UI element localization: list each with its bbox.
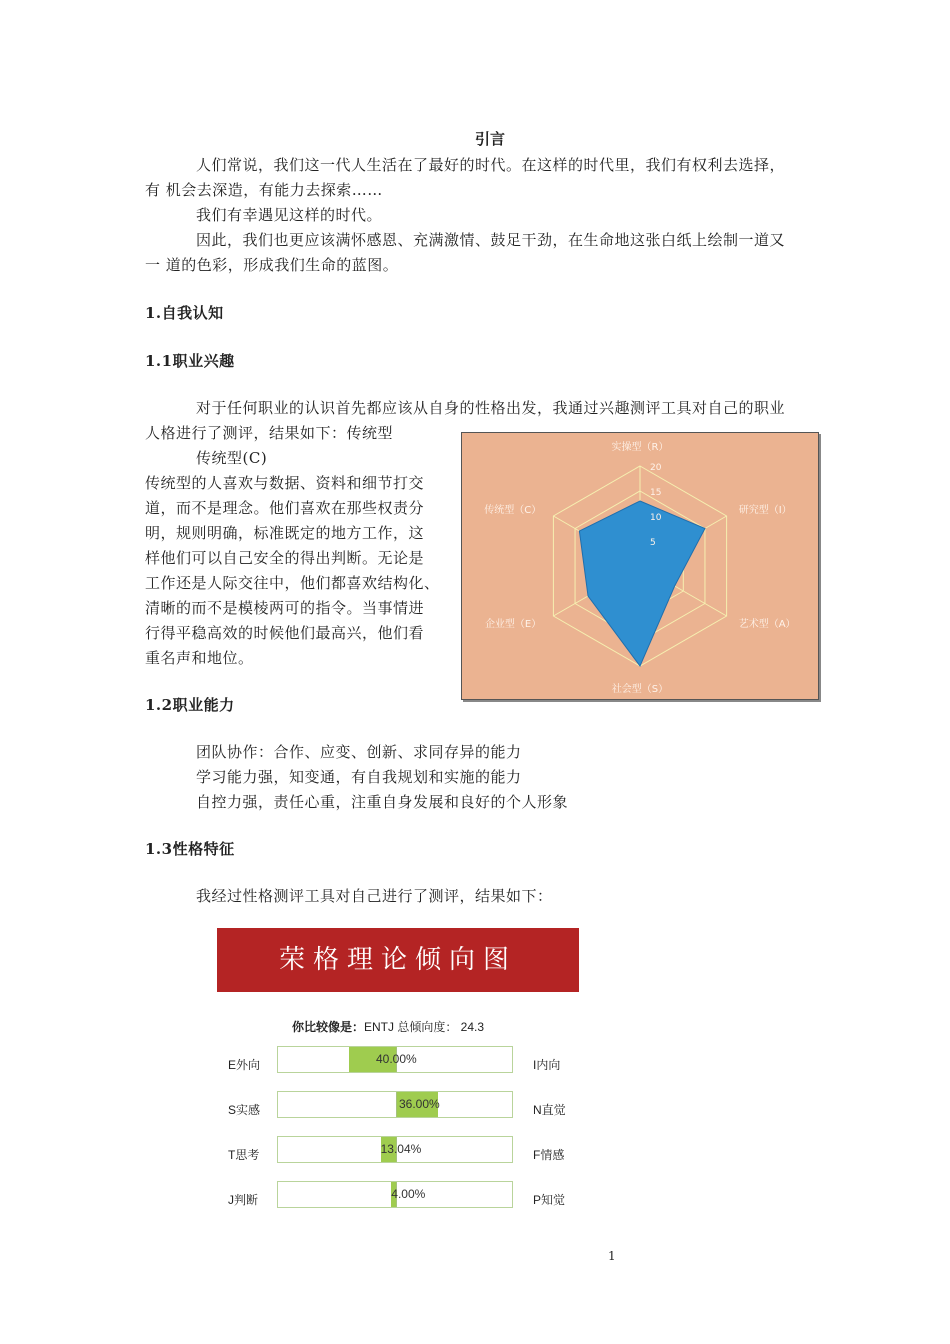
jung-bar-value: 13.04% — [380, 1142, 422, 1156]
radar-tick-label: 15 — [650, 488, 662, 498]
jung-summary-value: ENTJ 总倾向度： 24.3 — [364, 1020, 485, 1034]
jung-bar — [277, 1136, 513, 1163]
type-description-line: 重名声和地位。 — [145, 649, 254, 667]
jung-bar — [277, 1046, 513, 1073]
jung-left-label: J判断 — [228, 1193, 259, 1207]
jung-right-label: N直觉 — [533, 1103, 566, 1117]
intro-paragraph-3-line-1: 因此，我们也更应该满怀感恩、充满激情、鼓足干劲，在生命地这张白纸上绘制一道又 — [196, 231, 786, 249]
radar-svg — [462, 433, 818, 699]
ability-item: 学习能力强，知变通，有自我规划和实施的能力 — [196, 768, 522, 786]
personality-paragraph: 我经过性格测评工具对自己进行了测评，结果如下： — [196, 887, 553, 905]
page-title: 引言 — [474, 130, 505, 148]
radar-axis-label: 实操型（R） — [611, 442, 669, 453]
jung-right-label: P知觉 — [533, 1193, 566, 1207]
jung-chart-title: 荣格理论倾向图 — [217, 928, 579, 992]
jung-left-label: S实感 — [228, 1103, 261, 1117]
interest-paragraph-line-2: 人格进行了测评，结果如下：传统型 — [145, 424, 394, 442]
jung-left-label: T思考 — [228, 1148, 260, 1162]
section-heading-personality: 1.3性格特征 — [145, 840, 235, 858]
type-description-line: 明，规则明确，标准既定的地方工作，这 — [145, 524, 425, 542]
jung-bar-value: 36.00% — [399, 1097, 440, 1111]
radar-axis-label: 艺术型（A） — [738, 619, 796, 630]
ability-item: 团队协作：合作、应变、创新、求同存异的能力 — [196, 743, 522, 761]
intro-paragraph-1-line-1: 人们常说，我们这一代人生活在了最好的时代。在这样的时代里，我们有权利去选择， — [196, 156, 786, 174]
intro-paragraph-2: 我们有幸遇见这样的时代。 — [196, 206, 383, 224]
type-description-line: 清晰的而不是模棱两可的指令。当事情进 — [145, 599, 425, 617]
jung-bar — [277, 1091, 513, 1118]
ability-item: 自控力强，责任心重，注重自身发展和良好的个人形象 — [196, 793, 569, 811]
interest-type-line: 传统型(C) — [196, 449, 268, 467]
interest-paragraph-line-1: 对于任何职业的认识首先都应该从自身的性格出发，我通过兴趣测评工具对自己的职业 — [196, 399, 786, 417]
jung-summary-label: 你比较像是： — [292, 1020, 365, 1034]
radar-axis-label: 社会型（S） — [611, 684, 669, 695]
section-heading-career-ability: 1.2职业能力 — [145, 696, 235, 714]
intro-paragraph-1-line-2: 有 机会去深造，有能力去探索…… — [145, 181, 383, 199]
radar-axis-label: 传统型（C） — [484, 505, 542, 516]
jung-right-label: I内向 — [533, 1058, 561, 1072]
jung-bar-midline — [396, 1092, 397, 1117]
jung-right-label: F情感 — [533, 1148, 565, 1162]
type-description-line: 道，而不是理念。他们喜欢在那些权责分 — [145, 499, 425, 517]
jung-summary — [292, 1018, 484, 1035]
jung-bar-value: 4.00% — [391, 1187, 426, 1201]
radar-axis-label: 企业型（E） — [484, 619, 542, 630]
interest-radar-chart — [461, 432, 819, 700]
jung-left-label: E外向 — [228, 1058, 261, 1072]
radar-tick-label: 20 — [650, 463, 662, 473]
section-heading-self-awareness: 1.自我认知 — [145, 304, 224, 322]
radar-tick-label: 10 — [650, 513, 662, 523]
type-description-line: 工作还是人际交往中，他们都喜欢结构化、 — [145, 574, 440, 592]
radar-tick-label: 5 — [650, 538, 656, 548]
section-heading-career-interest: 1.1职业兴趣 — [145, 352, 235, 370]
radar-axis-label: 研究型（I） — [738, 505, 792, 516]
radar-data-polygon — [579, 501, 705, 666]
intro-paragraph-3-line-2: 一 道的色彩，形成我们生命的蓝图。 — [145, 256, 399, 274]
page-number: 1 — [608, 1249, 616, 1263]
type-description-line: 行得平稳高效的时候他们最高兴，他们看 — [145, 624, 425, 642]
type-description-line: 样他们可以自己安全的得出判断。无论是 — [145, 549, 425, 567]
jung-bar — [277, 1181, 513, 1208]
type-description-line: 传统型的人喜欢与数据、资料和细节打交 — [145, 474, 425, 492]
jung-bar-value: 40.00% — [376, 1052, 417, 1066]
